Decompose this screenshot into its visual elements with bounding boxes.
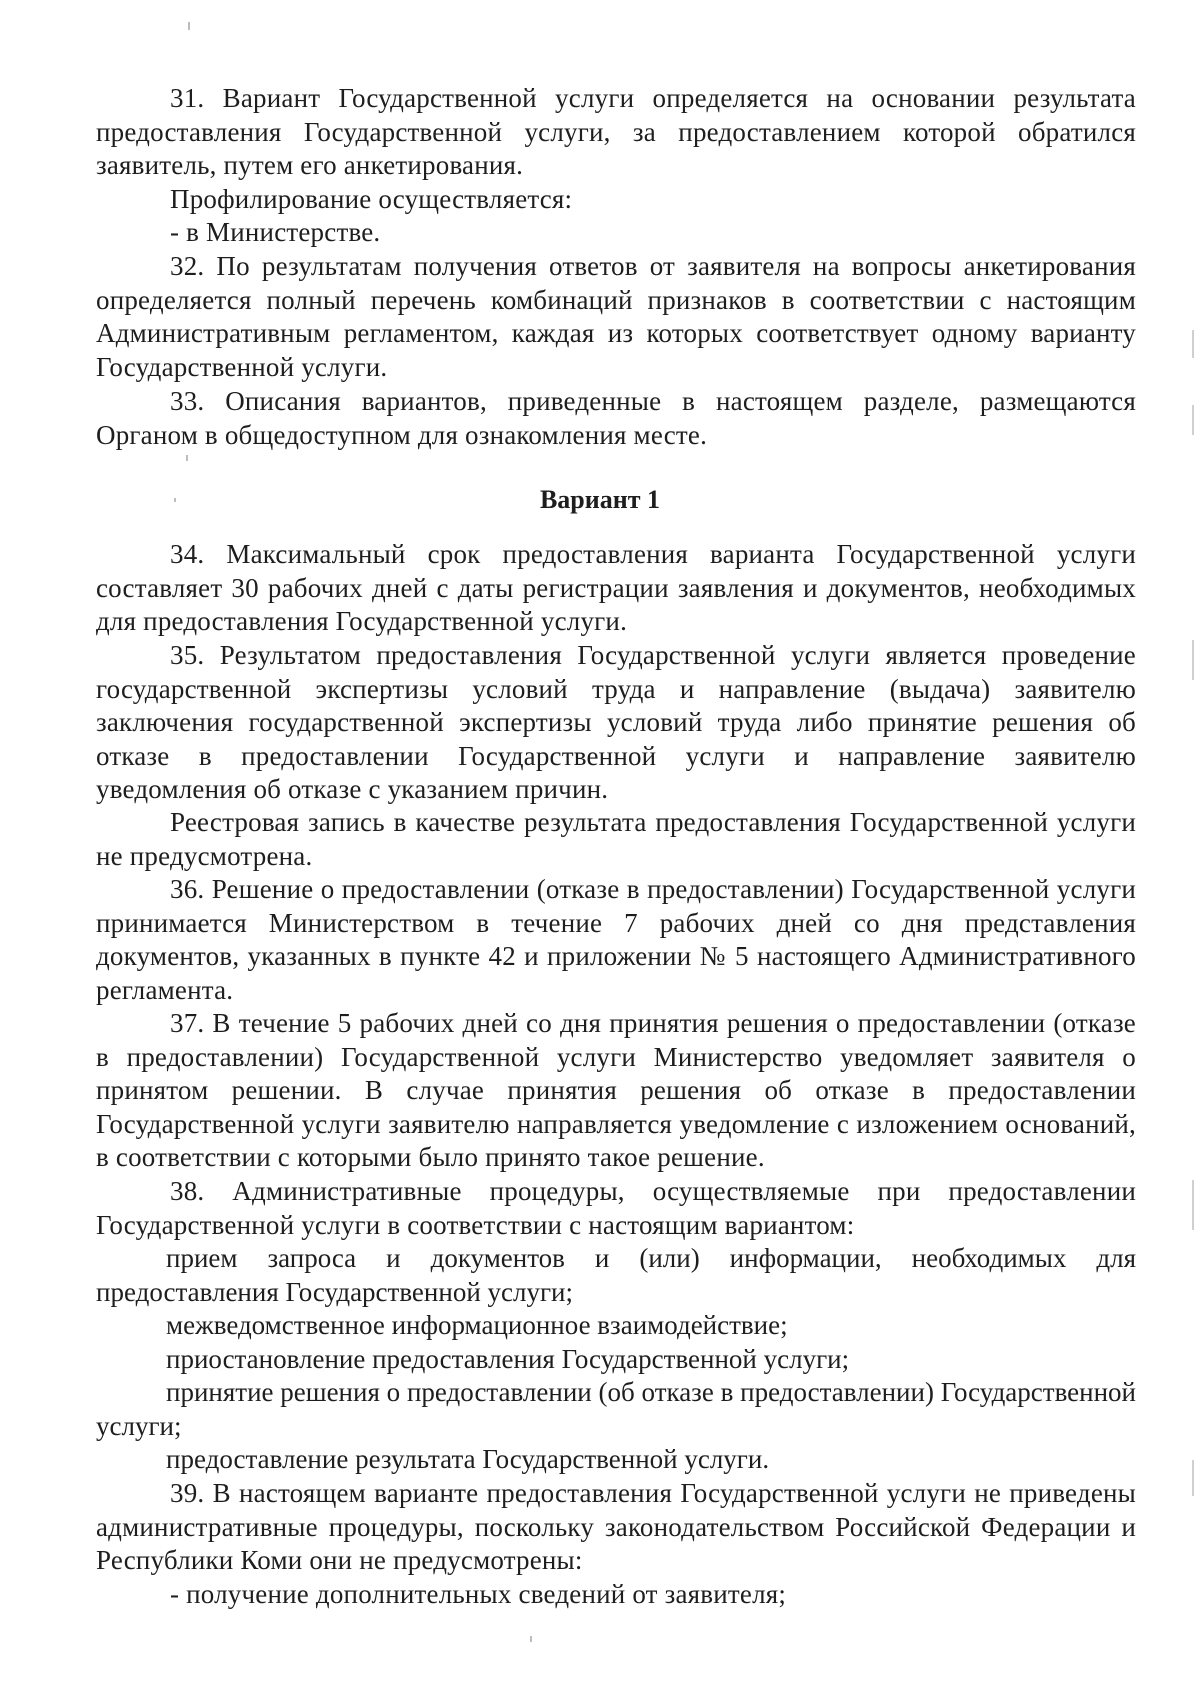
registry-paragraph: Реестровая запись в качестве результата предоставления Государственной услуги не предусмотрена. xyxy=(96,807,1136,871)
paragraph-33: 33. Описания вариантов, приведенные в настоящем разделе, размещаются Органом в общедоступном для ознакомления месте. xyxy=(96,386,1136,450)
paragraph-39: 39. В настоящем варианте предоставления Государственной услуги не приведены административные процедуры, поскольку законодательством Российской Федерации и Республики Коми они не предусмотрены: xyxy=(96,1478,1136,1576)
paragraph-37: 37. В течение 5 рабочих дней со дня принятия решения о предоставлении (отказе в предоставлении) Государственной услуги Министерство уведомляет заявителя о принятом решении. В случае принятия решения об отказе в предоставлении Государственной услуги заявителю направляется уведомление с изложением оснований, в соответствии с которыми было принято такое решение. xyxy=(96,1008,1136,1173)
ministry-line: - в Министерстве. xyxy=(170,217,381,247)
procedure-item: прием запроса и документов и (или) информации, необходимых для предоставления Государственной услуги; xyxy=(96,1243,1136,1307)
scan-speck xyxy=(186,455,188,461)
scan-edge-mark xyxy=(1192,640,1194,680)
paragraph-35: 35. Результатом предоставления Государственной услуги является проведение государственной экспертизы условий труда и направление (выдача) заявителю заключения государственной экспертизы условий труда либо принятие решения об отказе в предоставлении Государственной услуги и направление заявителю уведомления об отказе с указанием причин. xyxy=(96,640,1136,805)
scan-edge-mark xyxy=(1192,1180,1194,1230)
paragraph-38: 38. Административные процедуры, осуществляемые при предоставлении Государственной услуги в соответствии с настоящим вариантом: xyxy=(96,1176,1136,1240)
scan-edge-mark xyxy=(1192,405,1194,435)
paragraph-32: 32. По результатам получения ответов от заявителя на вопросы анкетирования определяется полный перечень комбинаций признаков в соответствии с настоящим Административным регламентом, каждая из которых соответствует одному варианту Государственной услуги. xyxy=(96,251,1136,382)
variant-heading: Вариант 1 xyxy=(539,485,661,514)
procedure-item: приостановление предоставления Государственной услуги; xyxy=(166,1344,850,1374)
dash-item: - получение дополнительных сведений от заявителя; xyxy=(170,1579,787,1609)
scan-speck xyxy=(530,1636,532,1642)
scan-speck xyxy=(188,22,190,30)
paragraph-34: 34. Максимальный срок предоставления варианта Государственной услуги составляет 30 рабочих дней с даты регистрации заявления и документов, необходимых для предоставления Государственной услуги. xyxy=(96,539,1136,637)
scan-edge-mark xyxy=(1192,1460,1194,1496)
procedure-item: межведомственное информационное взаимодействие; xyxy=(166,1310,788,1340)
scan-edge-mark xyxy=(1192,330,1194,358)
paragraph-36: 36. Решение о предоставлении (отказе в предоставлении) Государственной услуги принимается Министерством в течение 7 рабочих дней со дня представления документов, указанных в пункте 42 и приложении № 5 настоящего Административного регламента. xyxy=(96,874,1136,1005)
procedure-item: предоставление результата Государственной услуги. xyxy=(166,1444,770,1474)
procedure-item: принятие решения о предоставлении (об отказе в предоставлении) Государственной услуги; xyxy=(96,1377,1136,1441)
paragraph-31: 31. Вариант Государственной услуги определяется на основании результата предоставления Государственной услуги, за предоставлением которой обратился заявитель, путем его анкетирования. xyxy=(96,83,1136,181)
profiling-line: Профилирование осуществляется: xyxy=(170,184,573,214)
